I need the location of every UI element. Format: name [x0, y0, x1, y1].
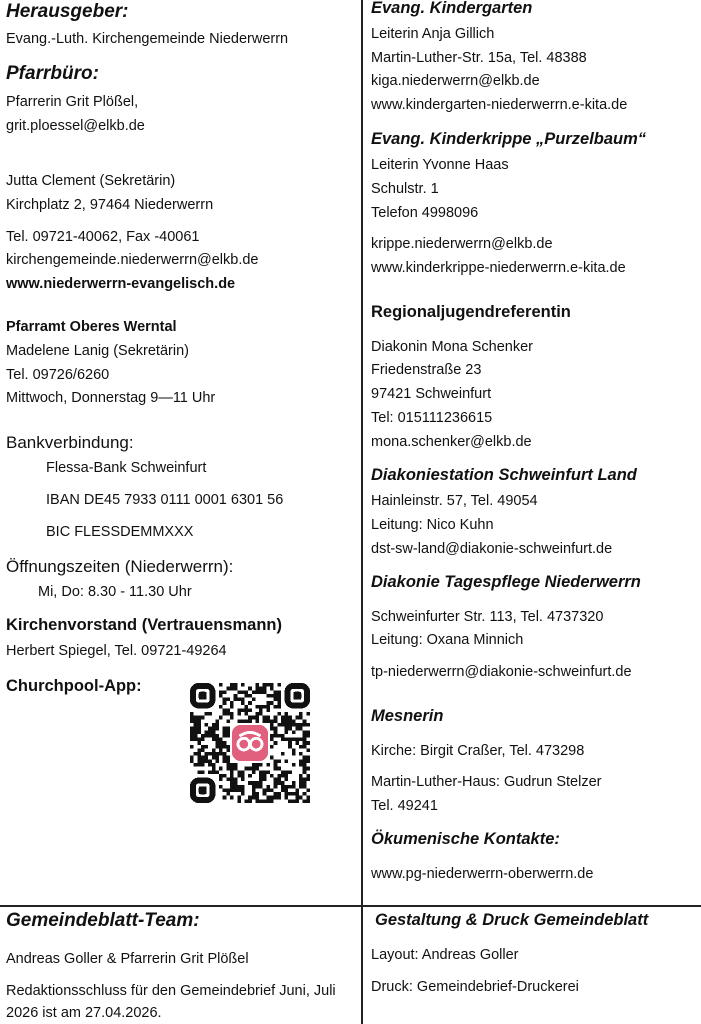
youth-city: 97421 Schweinfurt	[371, 386, 492, 402]
board-heading: Kirchenvorstand (Vertrauensmann)	[6, 616, 282, 634]
tagespflege-heading: Diakonie Tagespflege Niederwerrn	[371, 573, 641, 591]
werntal-hours: Mittwoch, Donnerstag 9—11 Uhr	[6, 390, 216, 406]
werntal-phone: Tel. 09726/6260	[6, 367, 110, 383]
diakoniestation-address: Hainleinstr. 57, Tel. 49054	[371, 493, 538, 509]
kindergarten-website[interactable]: www.kindergarten-niederwerrn.e-kita.de	[371, 97, 628, 113]
kindergarten-lead: Leiterin Anja Gillich	[371, 26, 495, 42]
column-divider	[361, 0, 363, 1024]
hours-value: Mi, Do: 8.30 - 11.30 Uhr	[38, 584, 192, 600]
krippe-lead: Leiterin Yvonne Haas	[371, 157, 509, 173]
krippe-heading: Evang. Kinderkrippe „Purzelbaum“	[371, 130, 647, 148]
board-member: Herbert Spiegel, Tel. 09721-49264	[6, 643, 227, 659]
tagespflege-address: Schweinfurter Str. 113, Tel. 4737320	[371, 609, 604, 625]
hours-heading: Öffnungszeiten (Niederwerrn):	[6, 557, 234, 576]
design-heading: Gestaltung & Druck Gemeindeblatt	[375, 911, 649, 929]
sexton-house: Martin-Luther-Haus: Gudrun Stelzer	[371, 774, 602, 790]
team-members: Andreas Goller & Pfarrerin Grit Plößel	[6, 951, 249, 967]
kindergarten-heading: Evang. Kindergarten	[371, 0, 533, 17]
bank-bic: BIC FLESSDEMMXXX	[46, 524, 194, 540]
office-phone: Tel. 09721-40062, Fax -40061	[6, 229, 200, 245]
krippe-email[interactable]: krippe.niederwerrn@elkb.de	[371, 236, 553, 252]
sexton-church: Kirche: Birgit Craßer, Tel. 473298	[371, 743, 585, 759]
office-website[interactable]: www.niederwerrn-evangelisch.de	[6, 276, 236, 292]
office-heading: Pfarrbüro:	[6, 63, 99, 84]
office-address: Kirchplatz 2, 97464 Niederwerrn	[6, 197, 214, 213]
kindergarten-email[interactable]: kiga.niederwerrn@elkb.de	[371, 73, 540, 89]
layout-credit: Layout: Andreas Goller	[371, 947, 519, 963]
werntal-heading: Pfarramt Oberes Werntal	[6, 319, 177, 335]
app-heading: Churchpool-App:	[6, 677, 142, 695]
sexton-heading: Mesnerin	[371, 707, 444, 725]
youth-email[interactable]: mona.schenker@elkb.de	[371, 434, 532, 450]
diakoniestation-email[interactable]: dst-sw-land@diakonie-schweinfurt.de	[371, 541, 613, 557]
pastor-email[interactable]: grit.ploessel@elkb.de	[6, 118, 145, 134]
youth-heading: Regionaljugendreferentin	[371, 303, 571, 321]
publisher-name: Evang.-Luth. Kirchengemeinde Niederwerrn	[6, 31, 289, 47]
ecumenical-heading: Ökumenische Kontakte:	[371, 830, 560, 848]
ecumenical-website[interactable]: www.pg-niederwerrn-oberwerrn.de	[371, 866, 594, 882]
deadline-line-2: 2026 ist am 27.04.2026.	[6, 1005, 162, 1021]
youth-street: Friedenstraße 23	[371, 362, 482, 378]
youth-name: Diakonin Mona Schenker	[371, 339, 534, 355]
krippe-address: Schulstr. 1	[371, 181, 439, 197]
krippe-website[interactable]: www.kinderkrippe-niederwerrn.e-kita.de	[371, 260, 626, 276]
footer-divider	[0, 905, 701, 907]
bank-name: Flessa-Bank Schweinfurt	[46, 460, 207, 476]
diakoniestation-heading: Diakoniestation Schweinfurt Land	[371, 466, 637, 484]
churchpool-qr-code-icon[interactable]	[190, 683, 310, 803]
kindergarten-address: Martin-Luther-Str. 15a, Tel. 48388	[371, 50, 587, 66]
office-email[interactable]: kirchengemeinde.niederwerrn@elkb.de	[6, 252, 259, 268]
team-heading: Gemeindeblatt-Team:	[6, 910, 200, 931]
secretary-name: Jutta Clement (Sekretärin)	[6, 173, 176, 189]
youth-phone: Tel: 015111236615	[371, 410, 493, 426]
publisher-heading: Herausgeber:	[6, 1, 129, 22]
bank-heading: Bankverbindung:	[6, 433, 134, 452]
pastor-name: Pfarrerin Grit Plößel,	[6, 94, 139, 110]
diakoniestation-lead: Leitung: Nico Kuhn	[371, 517, 494, 533]
krippe-phone: Telefon 4998096	[371, 205, 479, 221]
print-credit: Druck: Gemeindebrief-Druckerei	[371, 979, 579, 995]
bank-iban: IBAN DE45 7933 0111 0001 6301 56	[46, 492, 284, 508]
werntal-secretary: Madelene Lanig (Sekretärin)	[6, 343, 189, 359]
sexton-phone: Tel. 49241	[371, 798, 438, 814]
tagespflege-email[interactable]: tp-niederwerrn@diakonie-schweinfurt.de	[371, 664, 632, 680]
deadline-line-1: Redaktionsschluss für den Gemeindebrief Juni, Juli	[6, 983, 336, 999]
tagespflege-lead: Leitung: Oxana Minnich	[371, 632, 524, 648]
